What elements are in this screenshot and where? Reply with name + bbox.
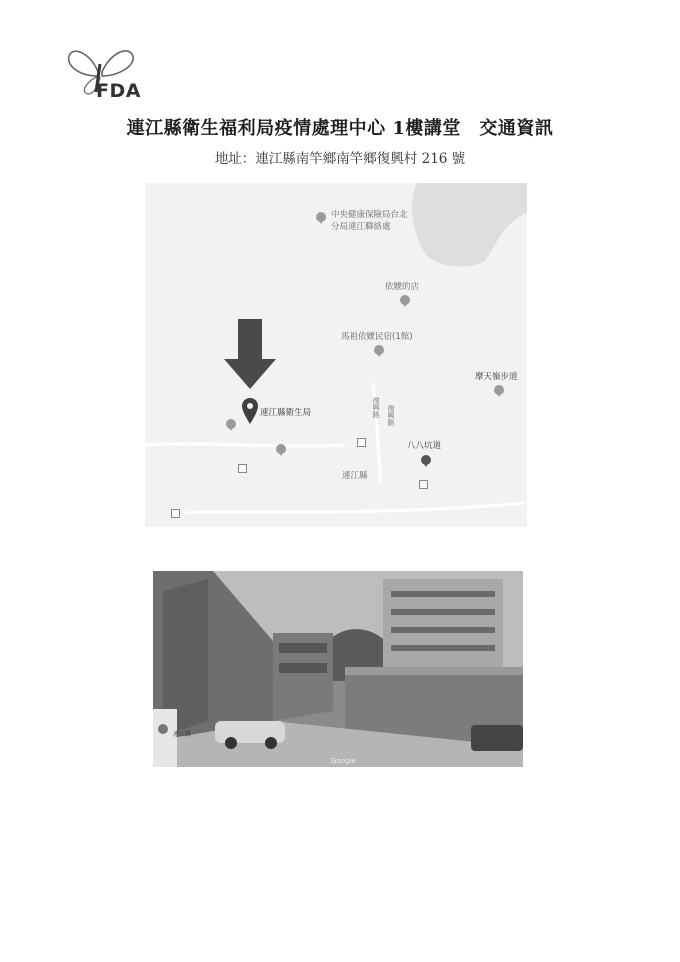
tunnel-pin-icon[interactable]: [421, 455, 431, 465]
map-label-bnb: 馬祖依嬤民宿(1館): [341, 332, 413, 342]
trail-pin-icon[interactable]: [494, 385, 504, 395]
map-label-nhi-2: 分局連江聯絡處: [331, 222, 391, 232]
bus-stop-icon[interactable]: [238, 464, 247, 473]
poi-pin-icon[interactable]: [276, 444, 286, 454]
page-title: 連江縣衛生福利局疫情處理中心 1樓講堂 交通資訊: [126, 118, 554, 139]
map-label-shop: 依嬤的店: [385, 282, 420, 292]
map-label-tunnel: 八八坑道: [407, 441, 442, 451]
address-line: 地址：連江縣南竿鄉南竿鄉復興村 216 號: [214, 151, 466, 167]
map-label-health-bureau: 連江縣衛生局: [260, 408, 312, 418]
google-watermark: Google: [331, 757, 356, 765]
bus-stop-icon[interactable]: [357, 438, 366, 447]
location-pin-icon[interactable]: [242, 398, 258, 424]
bus-stop-icon[interactable]: [171, 509, 180, 518]
map-label-trail: 摩天嶺步道: [475, 372, 518, 382]
bus-stop-icon[interactable]: [419, 480, 428, 489]
hospital-pin-icon[interactable]: [226, 419, 236, 429]
map-terrain: [145, 183, 527, 527]
thumb-label: 連江縣: [173, 731, 192, 738]
logo-text: FDA: [96, 80, 141, 102]
down-arrow-icon: [222, 319, 278, 391]
hotel-pin-icon[interactable]: [374, 345, 384, 355]
map-label-road-2: 復興路: [387, 405, 395, 426]
location-map[interactable]: [145, 183, 527, 527]
map-label-nhi-1: 中央健康保險局台北: [331, 210, 408, 220]
street-view-photo: [153, 571, 523, 767]
map-label-county: 連江縣: [342, 471, 368, 481]
restaurant-pin-icon[interactable]: [400, 295, 410, 305]
nhi-office-pin-icon[interactable]: [316, 212, 326, 222]
map-label-road-1: 復興路: [372, 397, 380, 418]
